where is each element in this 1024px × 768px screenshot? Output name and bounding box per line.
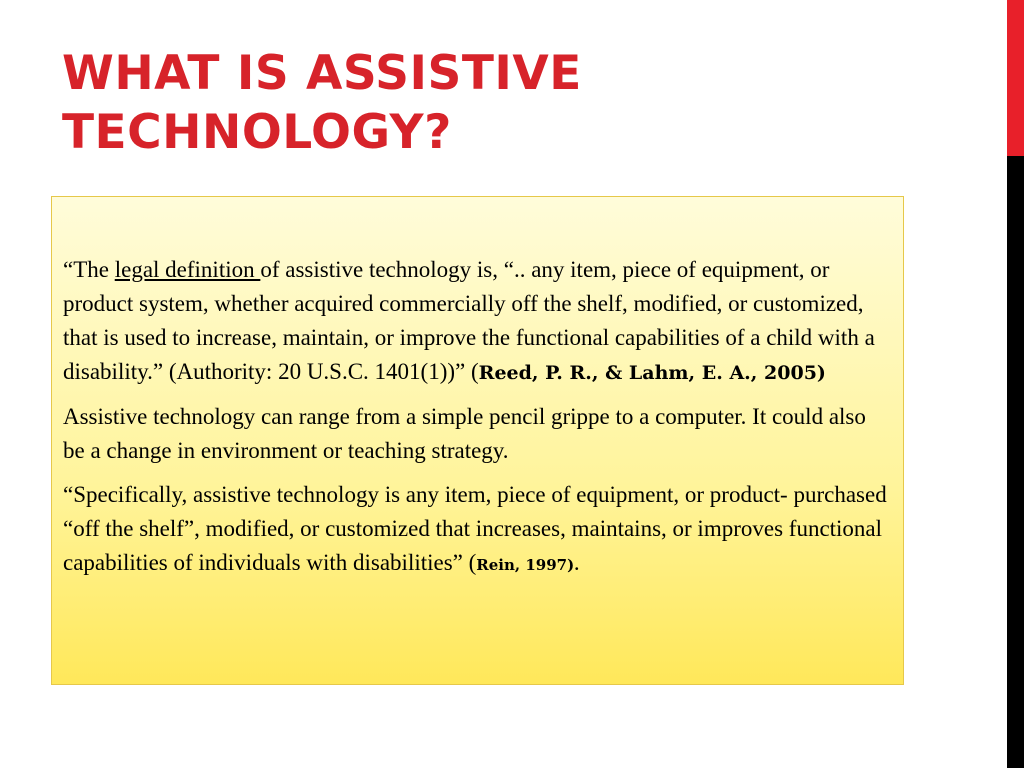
p1-body: of assistive technology is, “.. any item, piece of equipment, or product system, whether acquired commercially off the shelf, modified, or customized, that is used to increase, maintain, or improve the functional capabilities of a child with a disability.” (Authority: 20 U.S.C. 1401(1))” ( (63, 257, 875, 384)
p3-citation: Rein, 1997). (476, 556, 580, 574)
p1-citation: Reed, P. R., & Lahm, E. A., 2005) (478, 362, 826, 384)
paragraph-specifically (63, 478, 889, 582)
definition-textbox (51, 196, 904, 685)
side-accent-bar-black (1007, 156, 1024, 768)
paragraph-legal-definition (63, 253, 889, 390)
p3-body: “Specifically, assistive technology is any item, piece of equipment, or product- purchased “off the shelf”, modified, or customized that increases, maintains, or improves functional capabilities of individuals with disabilities” ( (63, 482, 887, 575)
slide-title: WHAT IS ASSISTIVE TECHNOLOGY? (62, 46, 582, 160)
p1-underlined-term: legal definition (114, 257, 261, 282)
p1-open-quote: “The (63, 257, 115, 282)
paragraph-range: Assistive technology can range from a simple pencil grippe to a computer. It could also be a change in environment or teaching strategy. (63, 404, 866, 463)
side-accent-bar-red (1007, 0, 1024, 156)
